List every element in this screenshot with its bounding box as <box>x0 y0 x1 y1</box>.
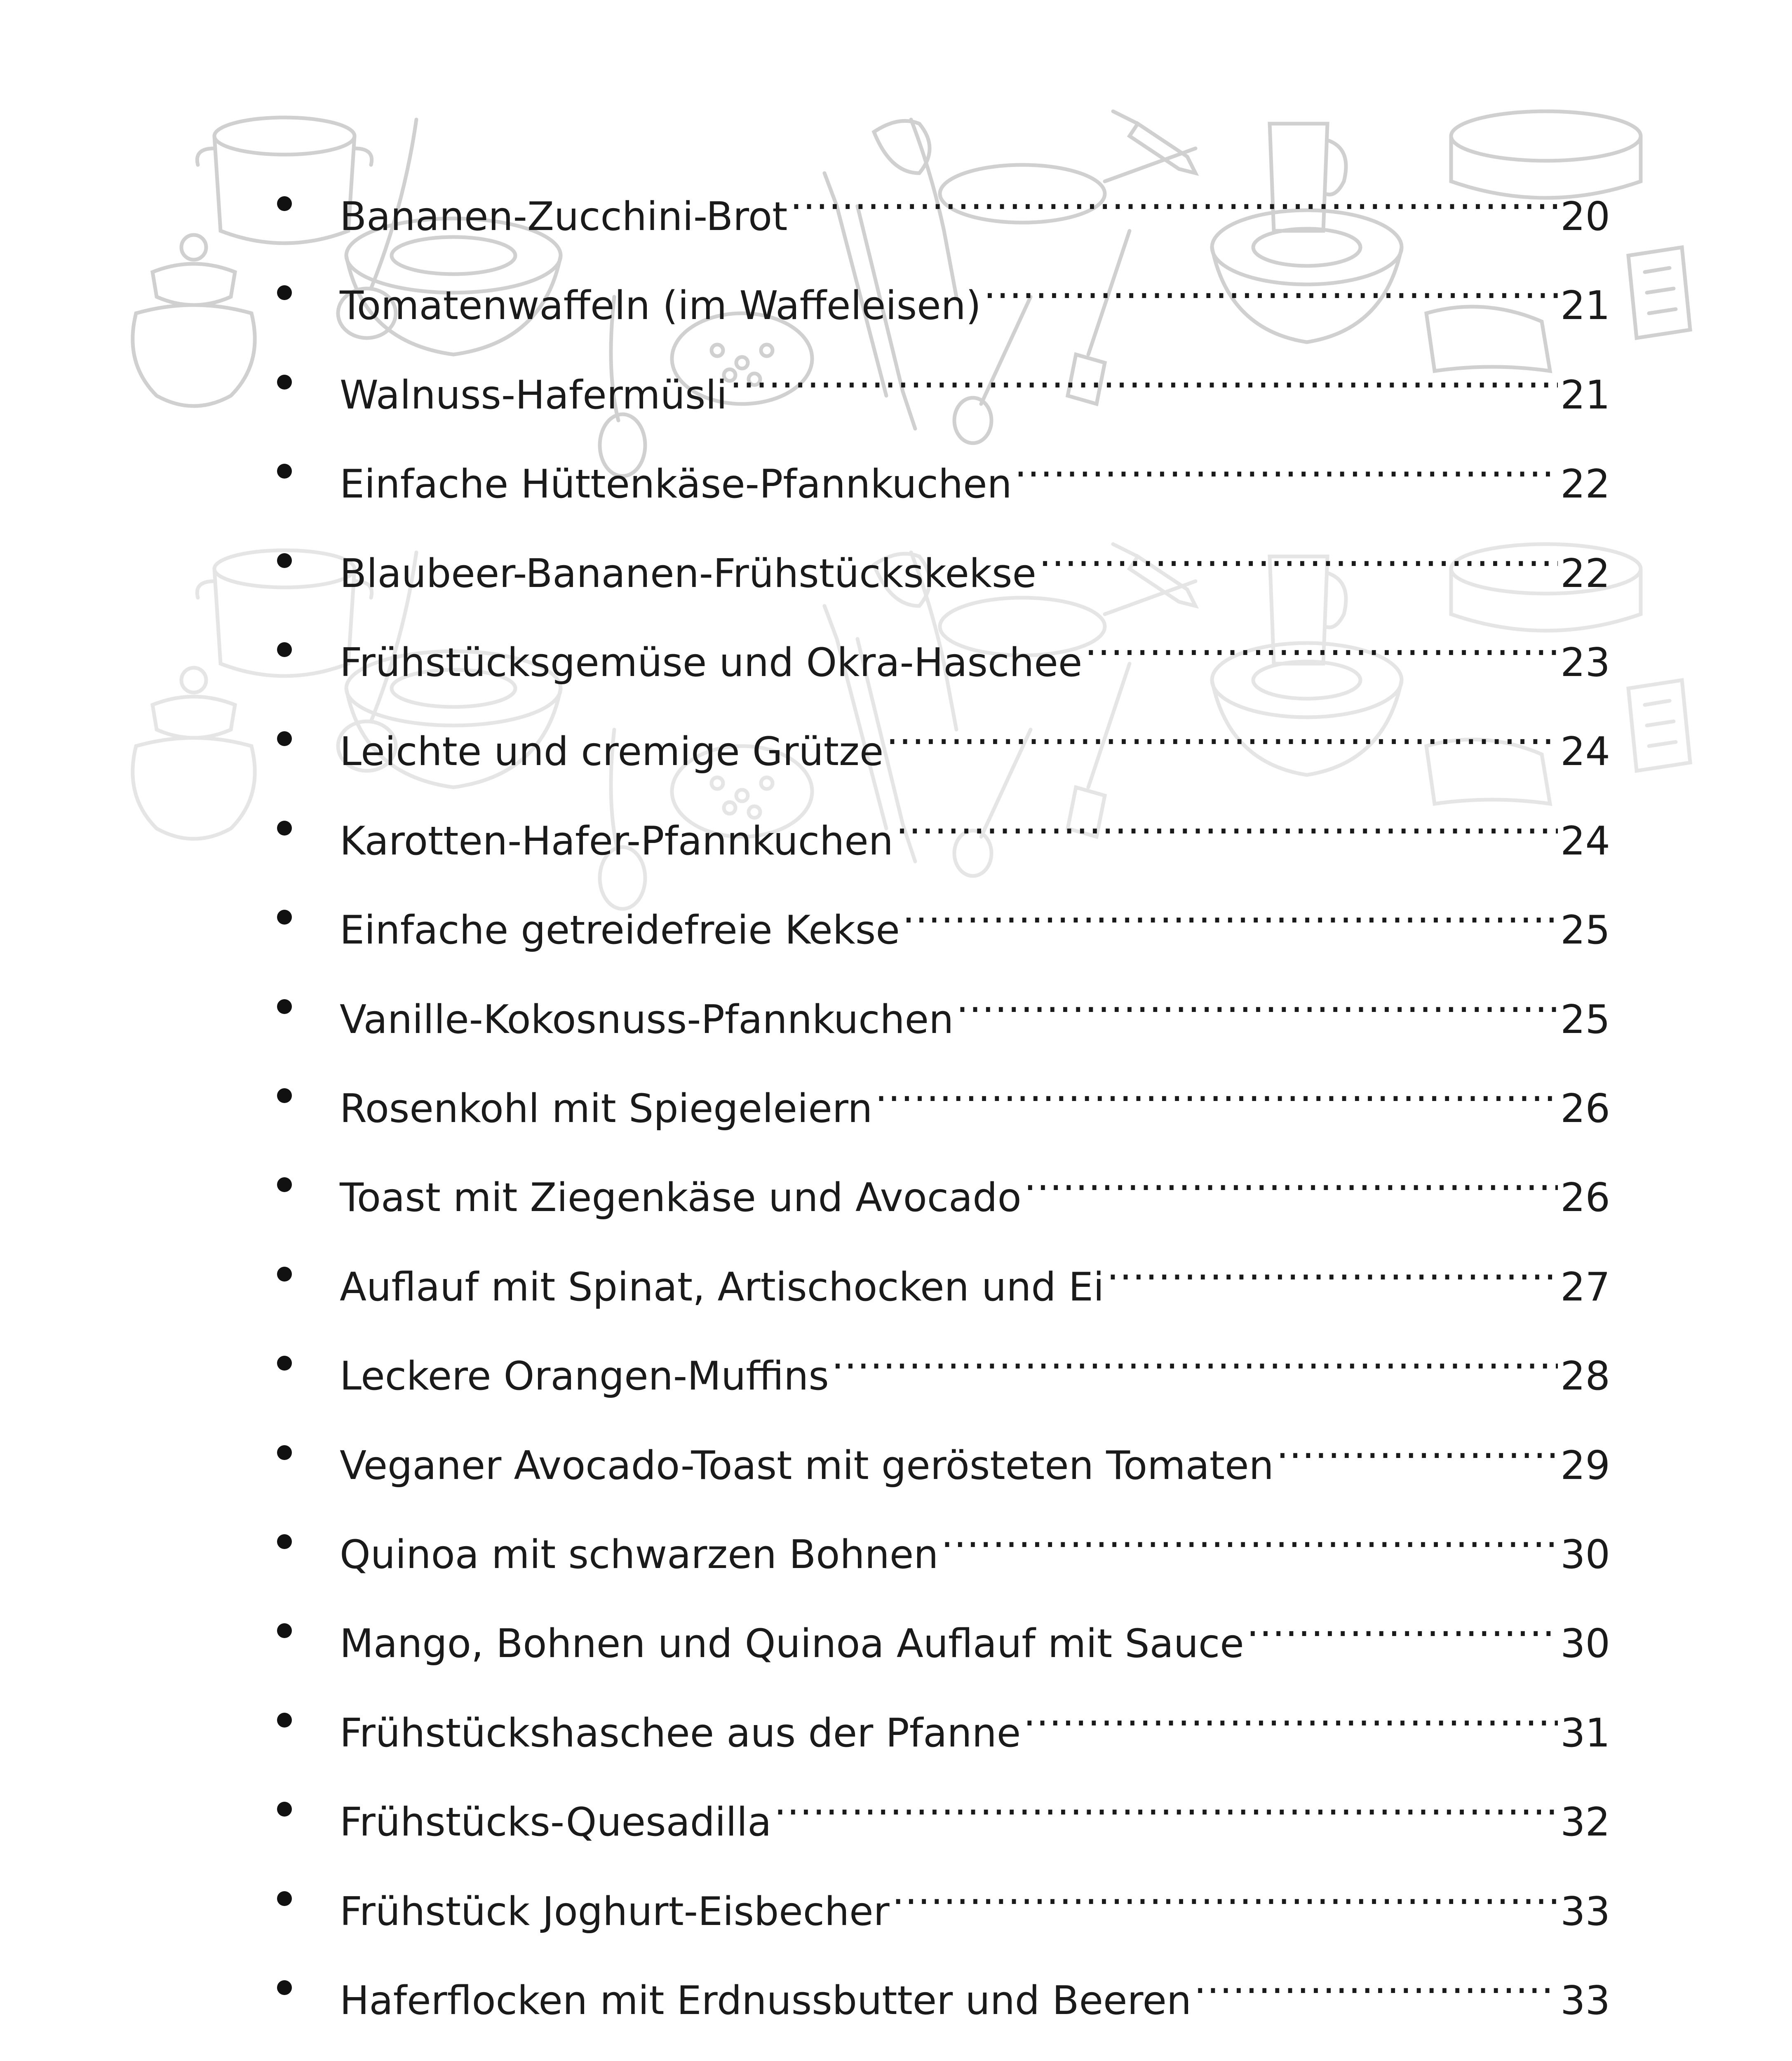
bullet-icon <box>277 1802 292 1817</box>
dot-leader <box>774 1782 1558 1836</box>
dot-leader <box>1106 1247 1558 1300</box>
toc-entry-title: Frühstücks-Quesadilla <box>340 1800 772 1845</box>
bullet-icon <box>277 642 292 657</box>
toc-entry-page-number: 33 <box>1560 1978 1610 2023</box>
dot-leader <box>984 265 1558 319</box>
toc-entry-title: Toast mit Ziegenkäse und Avocado <box>340 1175 1022 1221</box>
toc-entry-title: Tomatenwaffeln (im Waffeleisen) <box>340 283 981 329</box>
dot-leader <box>1024 1157 1558 1211</box>
toc-entry-title: Walnuss-Hafermüsli <box>340 373 728 418</box>
toc-entry-title: Rosenkohl mit Spiegeleiern <box>340 1086 873 1131</box>
toc-entry[interactable] <box>279 1425 1610 1488</box>
bullet-icon <box>277 821 292 836</box>
toc-entry-page-number: 21 <box>1560 373 1610 418</box>
toc-entry[interactable] <box>279 622 1610 685</box>
toc-entry[interactable] <box>279 2049 1610 2061</box>
toc-entry[interactable] <box>279 265 1610 329</box>
toc-entry-page-number: 25 <box>1560 908 1610 953</box>
toc-entry-page-number: 33 <box>1560 1889 1610 1934</box>
toc-entry[interactable] <box>279 1782 1610 1845</box>
dot-leader <box>1078 2049 1558 2061</box>
dot-leader <box>886 711 1558 765</box>
toc-entry-title: Karotten-Hafer-Pfannkuchen <box>340 819 893 864</box>
bullet-icon <box>277 731 292 746</box>
dot-leader <box>1039 533 1558 587</box>
bullet-icon <box>277 1356 292 1371</box>
bullet-icon <box>277 375 292 390</box>
toc-entry-page-number: 29 <box>1560 1443 1610 1488</box>
dot-leader <box>902 890 1558 944</box>
toc-entry-page-number: 27 <box>1560 1265 1610 1310</box>
toc-entry[interactable] <box>279 1157 1610 1221</box>
bullet-icon <box>277 1445 292 1460</box>
toc-entry[interactable] <box>279 176 1610 239</box>
toc-entry-title: Auflauf mit Spinat, Artischocken und Ei <box>340 1265 1104 1310</box>
dot-leader <box>875 1068 1558 1122</box>
toc-entry-page-number: 32 <box>1560 1800 1610 1845</box>
toc-entry[interactable] <box>279 1068 1610 1131</box>
bullet-icon <box>277 1713 292 1728</box>
toc-entry-page-number: 23 <box>1560 640 1610 685</box>
toc-entry-title: Einfache Hüttenkäse-Pfannkuchen <box>340 462 1012 507</box>
toc-entry-page-number: 22 <box>1560 551 1610 596</box>
toc-entry[interactable] <box>279 1871 1610 1934</box>
bullet-icon <box>277 1891 292 1906</box>
toc-entry-title: Einfache getreidefreie Kekse <box>340 908 900 953</box>
toc-entry-page-number: 31 <box>1560 1711 1610 1756</box>
dot-leader <box>941 1514 1558 1568</box>
toc-entry[interactable] <box>279 711 1610 775</box>
toc-entry-title: Haferflocken mit Erdnussbutter und Beeren <box>340 1978 1192 2023</box>
bullet-icon <box>277 285 292 300</box>
dot-leader <box>956 979 1558 1033</box>
toc-entry[interactable] <box>279 444 1610 507</box>
bullet-icon <box>277 1267 292 1282</box>
toc-entry-page-number: 24 <box>1560 729 1610 775</box>
toc-entry-page-number: 25 <box>1560 997 1610 1042</box>
bullet-icon <box>277 1177 292 1192</box>
toc-entry-title: Blaubeer-Bananen-Frühstückskekse <box>340 551 1036 596</box>
dot-leader <box>1015 444 1558 498</box>
toc-entry-title: Vanille-Kokosnuss-Pfannkuchen <box>340 997 954 1042</box>
dot-leader <box>1247 1603 1558 1657</box>
toc-entry-title: Bananen-Zucchini-Brot <box>340 194 788 239</box>
toc-entry[interactable] <box>279 1693 1610 1756</box>
toc-entry-page-number: 30 <box>1560 1532 1610 1577</box>
dot-leader <box>730 355 1558 408</box>
toc-entry-page-number: 21 <box>1560 283 1610 329</box>
toc-entry-title: Leichte und cremige Grütze <box>340 729 884 775</box>
dot-leader <box>1276 1425 1558 1479</box>
toc-entry[interactable] <box>279 1514 1610 1577</box>
dot-leader <box>831 1336 1558 1390</box>
dot-leader <box>1194 1960 1558 2014</box>
toc-entry[interactable] <box>279 355 1610 418</box>
toc-entry-page-number: 28 <box>1560 1354 1610 1399</box>
bullet-icon <box>277 1623 292 1638</box>
toc-entry-page-number: 26 <box>1560 1086 1610 1131</box>
bullet-icon <box>277 196 292 211</box>
dot-leader <box>790 176 1558 230</box>
toc-entry[interactable] <box>279 1247 1610 1310</box>
bullet-icon <box>277 999 292 1014</box>
toc-entry-page-number: 26 <box>1560 1175 1610 1221</box>
dot-leader <box>892 1871 1558 1925</box>
toc-entry-title: Quinoa mit schwarzen Bohnen <box>340 1532 939 1577</box>
toc-entry-title: Frühstückshaschee aus der Pfanne <box>340 1711 1021 1756</box>
toc-entry[interactable] <box>279 1336 1610 1399</box>
bullet-icon <box>277 1980 292 1995</box>
toc-entry[interactable] <box>279 1603 1610 1667</box>
bullet-icon <box>277 1088 292 1103</box>
toc-entry-title: Frühstücksgemüse und Okra-Haschee <box>340 640 1083 685</box>
toc-entry[interactable] <box>279 890 1610 953</box>
toc-entry-page-number: 22 <box>1560 462 1610 507</box>
toc-entry[interactable] <box>279 979 1610 1042</box>
dot-leader <box>1023 1693 1558 1746</box>
toc-entry-page-number: 20 <box>1560 194 1610 239</box>
bullet-icon <box>277 1534 292 1549</box>
toc-entry[interactable] <box>279 533 1610 596</box>
toc-entry-title: Frühstück Joghurt-Eisbecher <box>340 1889 890 1934</box>
toc-entry-title: Leckere Orangen-Muffins <box>340 1354 829 1399</box>
toc-entry[interactable] <box>279 801 1610 864</box>
toc-entry-page-number: 24 <box>1560 819 1610 864</box>
toc-entry-title: Mango, Bohnen und Quinoa Auflauf mit Sauce <box>340 1621 1244 1667</box>
bullet-icon <box>277 553 292 568</box>
toc-entry-title: Veganer Avocado-Toast mit gerösteten Tomaten <box>340 1443 1274 1488</box>
bullet-icon <box>277 910 292 925</box>
dot-leader <box>896 801 1558 854</box>
toc-entry-page-number: 30 <box>1560 1621 1610 1667</box>
bullet-icon <box>277 464 292 479</box>
toc-entry[interactable] <box>279 1960 1610 2023</box>
dot-leader <box>1085 622 1558 676</box>
